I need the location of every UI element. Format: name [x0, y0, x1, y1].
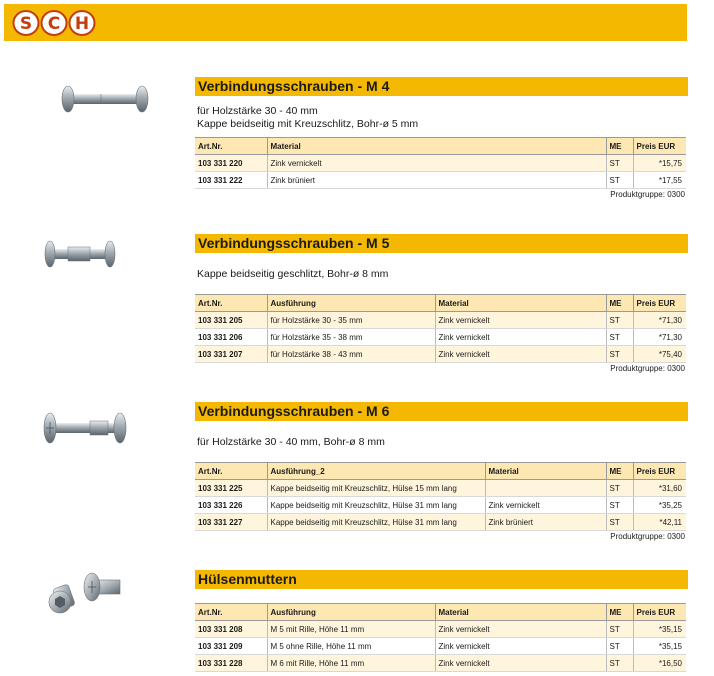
table-row	[195, 329, 686, 346]
column-header: Material	[435, 295, 606, 312]
price: *35,25	[633, 497, 686, 514]
material: Zink vernickelt	[435, 329, 606, 346]
column-header: ME	[606, 463, 633, 480]
product-table	[195, 294, 686, 363]
column-header: Art.Nr.	[195, 604, 267, 621]
table-row	[195, 621, 686, 638]
version: für Holzstärke 38 - 43 mm	[267, 346, 435, 363]
section-m6	[195, 402, 688, 543]
material: Zink vernickelt	[435, 638, 606, 655]
material	[485, 480, 606, 497]
column-header: Material	[435, 604, 606, 621]
price: *42,11	[633, 514, 686, 531]
material: Zink brüniert	[485, 514, 606, 531]
unit: ST	[606, 514, 633, 531]
article-number: 103 331 222	[195, 172, 267, 189]
version: Kappe beidseitig mit Kreuzschlitz, Hülse 31 mm lang	[267, 497, 485, 514]
version: Kappe beidseitig mit Kreuzschlitz, Hülse 31 mm lang	[267, 514, 485, 531]
column-header: Art.Nr.	[195, 463, 267, 480]
table-row	[195, 155, 686, 172]
section-title: Verbindungsschrauben - M 6	[195, 402, 688, 421]
table-row	[195, 312, 686, 329]
svg-text:H: H	[74, 14, 90, 34]
unit: ST	[606, 172, 633, 189]
unit: ST	[606, 329, 633, 346]
material: Zink vernickelt	[435, 655, 606, 672]
product-group: Produktgruppe: 0300	[610, 190, 685, 199]
column-header: Ausführung	[267, 604, 435, 621]
section-title: Verbindungsschrauben - M 4	[195, 77, 688, 96]
table-row	[195, 514, 686, 531]
price: *75,40	[633, 346, 686, 363]
column-header: Preis EUR	[633, 604, 686, 621]
section-title: Verbindungsschrauben - M 5	[195, 234, 688, 253]
column-header: Preis EUR	[633, 138, 686, 155]
product-group: Produktgruppe: 0300	[610, 364, 685, 373]
section-title: Hülsenmuttern	[195, 570, 688, 589]
material: Zink vernickelt	[485, 497, 606, 514]
price: *16,50	[633, 655, 686, 672]
article-number: 103 331 205	[195, 312, 267, 329]
product-table	[195, 137, 686, 189]
unit: ST	[606, 497, 633, 514]
product-group: Produktgruppe: 0300	[610, 532, 685, 541]
section-description: Kappe beidseitig mit Kreuzschlitz, Bohr-ø 5 mm	[197, 118, 419, 130]
unit: ST	[606, 480, 633, 497]
section-m4	[195, 77, 688, 201]
column-header: Art.Nr.	[195, 138, 267, 155]
version: für Holzstärke 30 - 35 mm	[267, 312, 435, 329]
table-row	[195, 172, 686, 189]
table-row	[195, 480, 686, 497]
article-number: 103 331 227	[195, 514, 267, 531]
price: *35,15	[633, 621, 686, 638]
article-number: 103 331 206	[195, 329, 267, 346]
column-header: ME	[606, 604, 633, 621]
unit: ST	[606, 312, 633, 329]
article-number: 103 331 220	[195, 155, 267, 172]
material: Zink vernickelt	[435, 621, 606, 638]
bolt-m5-image	[42, 238, 118, 270]
column-header: Preis EUR	[633, 295, 686, 312]
material: Zink vernickelt	[267, 155, 606, 172]
column-header: Ausführung	[267, 295, 435, 312]
bolt-m6-image	[40, 410, 130, 446]
table-row	[195, 655, 686, 672]
section-sleeve-nuts	[195, 570, 688, 672]
svg-text:S: S	[19, 14, 33, 34]
price: *35,15	[633, 638, 686, 655]
article-number: 103 331 228	[195, 655, 267, 672]
column-header: Material	[267, 138, 606, 155]
version: Kappe beidseitig mit Kreuzschlitz, Hülse 15 mm lang	[267, 480, 485, 497]
article-number: 103 331 209	[195, 638, 267, 655]
price: *15,75	[633, 155, 686, 172]
product-table	[195, 603, 686, 672]
unit: ST	[606, 155, 633, 172]
unit: ST	[606, 346, 633, 363]
article-number: 103 331 208	[195, 621, 267, 638]
unit: ST	[606, 621, 633, 638]
table-row	[195, 497, 686, 514]
header-bar	[4, 4, 687, 41]
column-header: Preis EUR	[633, 463, 686, 480]
column-header: ME	[606, 138, 633, 155]
article-number: 103 331 225	[195, 480, 267, 497]
section-m5	[195, 234, 688, 375]
svg-text:C: C	[47, 14, 61, 34]
table-row	[195, 638, 686, 655]
section-description: für Holzstärke 30 - 40 mm, Bohr-ø 8 mm	[197, 436, 385, 448]
price: *71,30	[633, 329, 686, 346]
sleeve-nut-image	[42, 570, 132, 616]
unit: ST	[606, 655, 633, 672]
unit: ST	[606, 638, 633, 655]
material: Zink vernickelt	[435, 346, 606, 363]
product-table	[195, 462, 686, 531]
bolt-m4-image	[56, 84, 152, 114]
version: M 5 ohne Rille, Höhe 11 mm	[267, 638, 435, 655]
column-header: Art.Nr.	[195, 295, 267, 312]
version: M 5 mit Rille, Höhe 11 mm	[267, 621, 435, 638]
sch-logo	[12, 9, 96, 37]
section-description: Kappe beidseitig geschlitzt, Bohr-ø 8 mm	[197, 268, 389, 280]
price: *17,55	[633, 172, 686, 189]
column-header: Material	[485, 463, 606, 480]
article-number: 103 331 226	[195, 497, 267, 514]
price: *71,30	[633, 312, 686, 329]
version: M 6 mit Rille, Höhe 11 mm	[267, 655, 435, 672]
table-row	[195, 346, 686, 363]
material: Zink brüniert	[267, 172, 606, 189]
price: *31,60	[633, 480, 686, 497]
section-description: für Holzstärke 30 - 40 mm	[197, 105, 318, 117]
column-header: Ausführung_2	[267, 463, 485, 480]
version: für Holzstärke 35 - 38 mm	[267, 329, 435, 346]
material: Zink vernickelt	[435, 312, 606, 329]
column-header: ME	[606, 295, 633, 312]
article-number: 103 331 207	[195, 346, 267, 363]
